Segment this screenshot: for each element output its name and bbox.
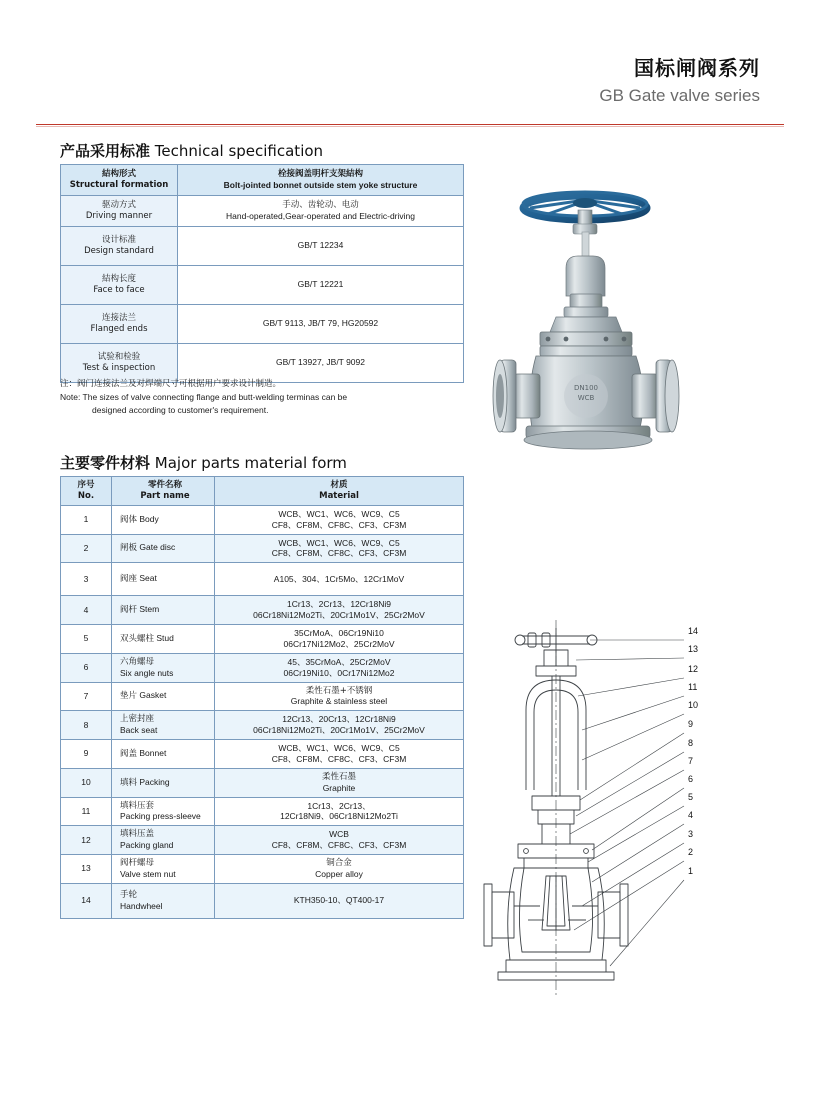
part-material-line2: CF8、CF8M、CF8C、CF3、CF3M [271, 753, 407, 764]
part-material-line1: WCB、WC1、WC6、WC9、C5 [278, 537, 400, 548]
valve-base-graphic [524, 426, 652, 449]
callout-number: 11 [688, 682, 698, 692]
part-no: 8 [61, 711, 112, 740]
part-no: 14 [61, 883, 112, 918]
header-no [61, 477, 112, 506]
page-title-en: GB Gate valve series [599, 86, 760, 105]
table-row [61, 740, 464, 769]
table-row [61, 625, 464, 654]
spec-label-cn: 結构长度 [101, 273, 136, 284]
callout-number: 5 [688, 792, 694, 802]
header-material-en: Material [319, 490, 359, 501]
part-name [112, 625, 215, 654]
part-name-en: Valve stem nut [120, 868, 176, 879]
spec-label-cell [61, 226, 178, 265]
part-name [112, 653, 215, 682]
part-material-line2: 06Cr19Ni10、0Cr17Ni12Mo2 [283, 667, 395, 678]
table-row [61, 596, 464, 625]
header-material [215, 477, 464, 506]
major-parts-material-table [60, 476, 464, 919]
valve-body-graphic [530, 356, 643, 428]
table-row [61, 653, 464, 682]
spec-value-en: Hand-operated,Gear-operated and Electric-driving [226, 210, 415, 221]
note-line-cn: 注：阀门连接法兰及对焊端尺寸可根据用户要求设计制造。 [60, 379, 282, 389]
part-material-line2: 12Cr18Ni9、06Cr18Ni12Mo2Ti [280, 811, 398, 822]
spec-value-cn: 手动、齿轮动、电动 [282, 199, 359, 210]
header-no-cn: 序号 [77, 480, 95, 490]
spec-value-cell [178, 195, 464, 226]
part-name [112, 505, 215, 534]
section-title-parts-cn: 主要零件材料 [60, 454, 151, 472]
part-name [112, 826, 215, 855]
callout-number: 3 [688, 829, 694, 839]
spec-value-cn: GB/T 12234 [297, 240, 344, 251]
part-name [112, 682, 215, 711]
part-material-line2: 06Cr18Ni12Mo2Ti、20Cr1Mo1V、25Cr2MoV [253, 610, 425, 621]
part-material-line1: WCB、WC1、WC6、WC9、C5 [278, 743, 400, 753]
part-material-line1: 1Cr13、2Cr13、 [307, 800, 371, 811]
spec-label-en: Structural formation [69, 179, 169, 190]
part-name-en: Handwheel [120, 900, 163, 911]
part-name [112, 768, 215, 797]
spec-value-cn: GB/T 9113, JB/T 79, HG20592 [262, 318, 379, 329]
callout-number: 13 [688, 644, 699, 654]
page-header [0, 52, 820, 106]
part-material [215, 855, 464, 884]
part-name-en: Packing press-sleeve [120, 811, 201, 822]
part-name-en: Stud [156, 632, 174, 643]
part-name-cn: 手轮 [120, 889, 138, 900]
stem-and-yoke-graphic [564, 210, 608, 317]
part-material-line1: 35CrMoA、06Cr19Ni10 [294, 628, 384, 638]
specification-note [60, 378, 480, 416]
part-material [215, 740, 464, 769]
part-name [112, 740, 215, 769]
bonnet-graphic [540, 317, 632, 356]
spec-label-en: Test & inspection [82, 362, 156, 373]
header-no-en: No. [77, 490, 95, 501]
spec-value-cn: 栓接阀盖明杆支架結构 [277, 169, 363, 179]
part-name-en: Gate disc [139, 542, 176, 553]
part-no: 6 [61, 653, 112, 682]
part-name [112, 596, 215, 625]
callout-number: 2 [688, 847, 694, 857]
part-material-line2: 06Cr18Ni12Mo2Ti、20Cr1Mo1V、25Cr2MoV [253, 725, 425, 736]
product-photo [470, 160, 770, 510]
part-name-en: Gasket [139, 690, 167, 701]
table-row [61, 883, 464, 918]
table-row [61, 534, 464, 563]
body-marking-1: DN100 [574, 384, 598, 392]
part-material [215, 826, 464, 855]
table-row [61, 165, 464, 196]
part-material-line1: WCB、WC1、WC6、WC9、C5 [278, 508, 400, 519]
table-row [61, 563, 464, 596]
table-row [61, 195, 464, 226]
part-material [215, 768, 464, 797]
part-name-en: Packing [139, 776, 170, 787]
spec-value-cell [178, 265, 464, 304]
header-part-name [112, 477, 215, 506]
part-name-cn: 阀杆螺母 [120, 858, 155, 868]
part-name [112, 563, 215, 596]
part-name [112, 883, 215, 918]
note-line-en-1: Note: The sizes of valve connecting flange and butt-welding terminas can be [60, 391, 348, 402]
callout-number: 8 [688, 738, 694, 748]
callout-number: 6 [688, 774, 694, 784]
part-material [215, 797, 464, 826]
part-no: 4 [61, 596, 112, 625]
part-material-line1: WCB [329, 829, 349, 840]
part-material-line1: 柔性石墨+不锈钢 [305, 685, 373, 696]
spec-label-cn: 驱动方式 [101, 199, 136, 210]
spec-value-cell [178, 165, 464, 196]
spec-label-cell [61, 343, 178, 382]
part-name [112, 797, 215, 826]
spec-label-en: Driving manner [85, 210, 153, 221]
table-row [61, 505, 464, 534]
drawing-callout-numbers [688, 626, 728, 886]
part-no: 3 [61, 563, 112, 596]
part-material-line1: A105、304、1Cr5Mo、12Cr1MoV [273, 573, 405, 584]
callout-number: 9 [688, 719, 694, 729]
part-no: 1 [61, 505, 112, 534]
part-name-cn: 阀杆 [120, 605, 138, 616]
spec-label-cell [61, 195, 178, 226]
spec-value-cell [178, 226, 464, 265]
technical-specification-table [60, 164, 464, 383]
part-material-line1: 45、35CrMoA、25Cr2MoV [287, 656, 391, 667]
part-material-line1: 12Cr13、20Cr13、12Cr18Ni9 [282, 714, 396, 725]
part-material [215, 883, 464, 918]
part-name [112, 534, 215, 563]
spec-label-cn: 连接法兰 [101, 312, 136, 323]
callout-number: 10 [688, 700, 699, 710]
part-name-cn: 六角螺母 [120, 656, 155, 667]
part-material [215, 534, 464, 563]
table-row [61, 226, 464, 265]
section-title-parts [60, 452, 347, 473]
part-name-en: Bonnet [139, 747, 167, 758]
part-name-cn: 垫片 [120, 691, 138, 702]
part-name-cn: 上密封座 [120, 714, 155, 725]
part-name [112, 855, 215, 884]
section-title-parts-en: Major parts material form [154, 454, 347, 472]
part-name-cn: 填料压套 [120, 800, 155, 811]
spec-label-en: Face to face [93, 284, 145, 295]
spec-label-cell [61, 165, 178, 196]
spec-label-cn: 设计标准 [101, 234, 136, 245]
part-no: 5 [61, 625, 112, 654]
part-name-en: Seat [139, 573, 157, 584]
part-material [215, 653, 464, 682]
table-row [61, 265, 464, 304]
part-material-line2: 06Cr17Ni12Mo2、25Cr2MoV [283, 638, 395, 649]
spec-label-cn: 結构形式 [101, 169, 136, 179]
table-row [61, 711, 464, 740]
part-material [215, 682, 464, 711]
part-material-line1: 柔性石墨 [321, 771, 356, 782]
section-title-specification [60, 140, 323, 161]
header-part-name-en: Part name [140, 490, 190, 501]
part-name-cn: 闸板 [120, 543, 138, 554]
spec-label-cn: 试验和检验 [97, 351, 141, 362]
page-title-cn: 国标闸阀系列 [634, 56, 760, 80]
table-row [61, 768, 464, 797]
part-name-cn: 阀盖 [120, 748, 138, 759]
part-material [215, 711, 464, 740]
part-no: 12 [61, 826, 112, 855]
part-no: 9 [61, 740, 112, 769]
part-name-cn: 阀座 [120, 574, 138, 585]
part-no: 13 [61, 855, 112, 884]
callout-number: 12 [688, 664, 699, 674]
part-material-line1: 铜合金 [326, 858, 352, 868]
spec-value-en: Bolt-jointed bonnet outside stem yoke structure [223, 179, 418, 190]
part-name-en: Body [139, 513, 159, 524]
callout-number: 1 [688, 866, 694, 876]
part-material-line2: Copper alloy [315, 868, 363, 879]
part-material-line1: 1Cr13、2Cr13、12Cr18Ni9 [287, 599, 391, 610]
part-material [215, 505, 464, 534]
part-material-line2: Graphite [322, 782, 356, 793]
part-material-line2: Graphite & stainless steel [290, 696, 388, 707]
part-name [112, 711, 215, 740]
part-material-line2: CF8、CF8M、CF8C、CF3、CF3M [271, 519, 407, 530]
section-title-specification-en: Technical specification [154, 142, 324, 160]
spec-value-cell [178, 343, 464, 382]
body-marking-2: WCB [577, 394, 595, 402]
spec-label-cell [61, 265, 178, 304]
part-name-en: Packing gland [120, 840, 174, 851]
table-row [61, 304, 464, 343]
part-name-en: Stem [139, 604, 160, 615]
section-title-specification-cn: 产品采用标准 [60, 142, 151, 160]
gate-valve-photo-svg [470, 160, 770, 510]
part-name-cn: 填料 [120, 777, 138, 788]
part-material-line2: CF8、CF8M、CF8C、CF3、CF3M [271, 548, 407, 559]
header-part-name-cn: 零件名称 [147, 480, 182, 490]
table-row [61, 682, 464, 711]
part-no: 2 [61, 534, 112, 563]
spec-label-cell [61, 304, 178, 343]
part-no: 10 [61, 768, 112, 797]
header-divider-secondary [36, 126, 784, 127]
part-name-en: Back seat [120, 725, 158, 736]
callout-number: 4 [688, 810, 694, 820]
part-name-cn: 阀体 [120, 514, 138, 525]
header-divider [36, 124, 784, 125]
header-material-cn: 材质 [330, 480, 348, 490]
part-name-cn: 填料压盖 [120, 829, 155, 840]
table-row [61, 855, 464, 884]
spec-value-cell [178, 304, 464, 343]
part-name-en: Six angle nuts [120, 667, 174, 678]
table-header-row [61, 477, 464, 506]
part-no: 7 [61, 682, 112, 711]
spec-label-en: Design standard [84, 245, 154, 256]
table-row [61, 343, 464, 382]
spec-value-cn: GB/T 12221 [297, 279, 344, 290]
part-material [215, 596, 464, 625]
part-material [215, 563, 464, 596]
table-row [61, 797, 464, 826]
part-name-cn: 双头螺柱 [120, 633, 155, 644]
spec-value-cn: GB/T 13927, JB/T 9092 [276, 357, 365, 368]
part-material-line1: KTH350-10、QT400-17 [293, 895, 385, 906]
part-no: 11 [61, 797, 112, 826]
part-material [215, 625, 464, 654]
callout-number: 7 [688, 756, 694, 766]
part-material-line2: CF8、CF8M、CF8C、CF3、CF3M [271, 840, 407, 851]
callout-number: 14 [688, 626, 699, 636]
table-row [61, 826, 464, 855]
note-line-en-2: designed according to customer's requirement. [92, 404, 269, 415]
spec-label-en: Flanged ends [90, 323, 148, 334]
